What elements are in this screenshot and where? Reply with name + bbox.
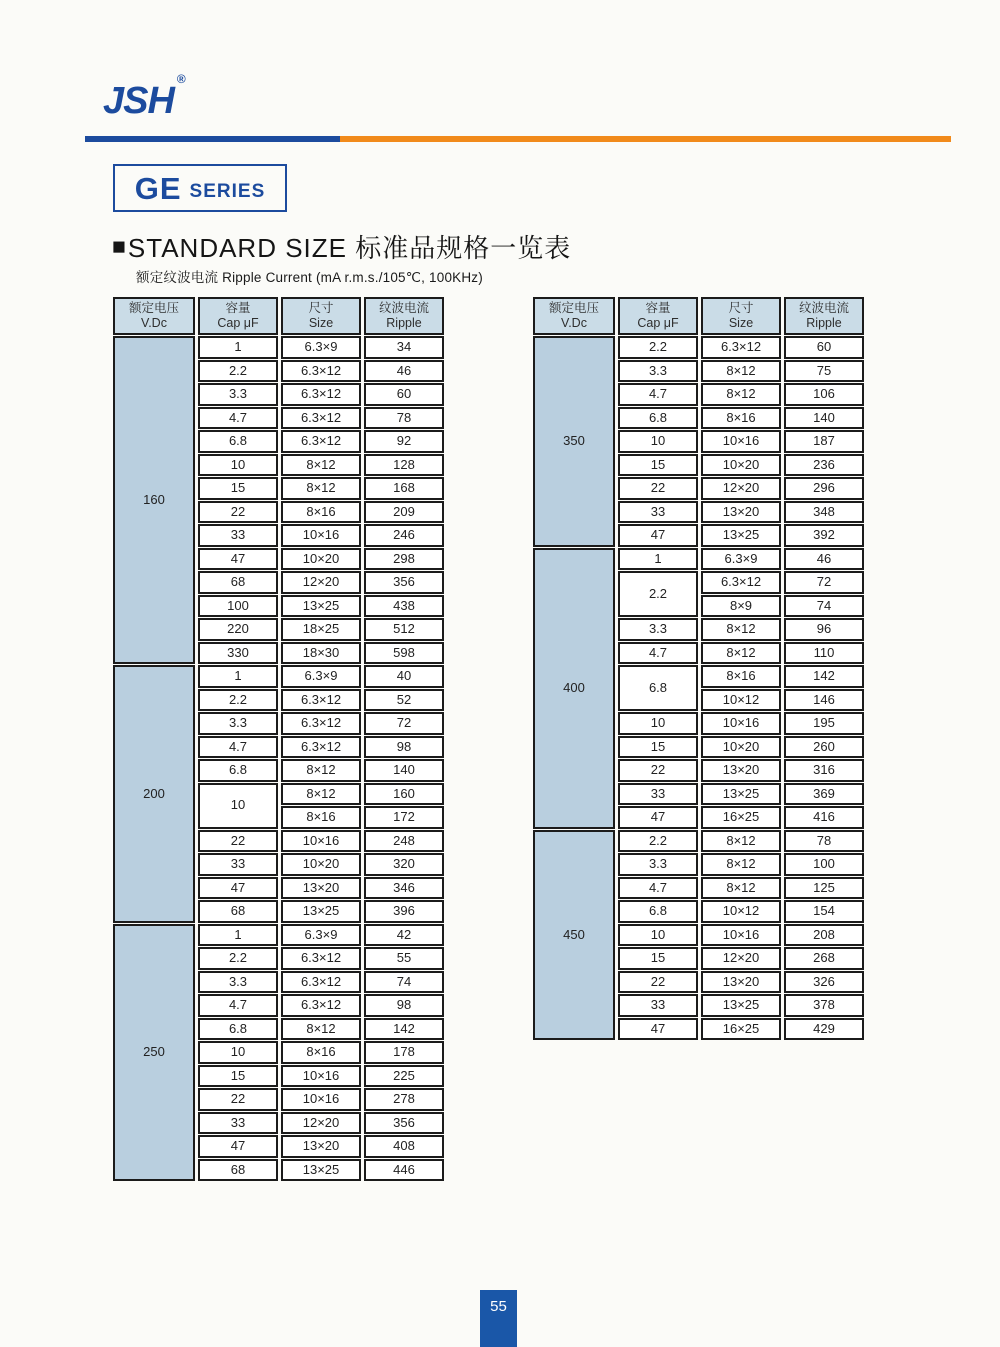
- section-title: [112, 228, 571, 265]
- ripple-cell: 106: [784, 383, 864, 406]
- size-cell: 10×20: [701, 454, 781, 477]
- size-cell: 12×20: [701, 947, 781, 970]
- voltage-cell: 450: [533, 830, 615, 1041]
- ripple-cell: 72: [364, 712, 444, 735]
- ripple-cell: 172: [364, 806, 444, 829]
- ripple-cell: 369: [784, 783, 864, 806]
- table-row: [113, 336, 444, 359]
- cap-cell: 6.8: [198, 1018, 278, 1041]
- size-cell: 18×25: [281, 618, 361, 641]
- size-cell: 8×12: [701, 853, 781, 876]
- col-header-size: 尺寸 Size: [701, 297, 781, 335]
- cap-cell: 3.3: [198, 383, 278, 406]
- ripple-cell: 160: [364, 783, 444, 806]
- registered-mark-icon: ®: [176, 72, 186, 87]
- size-cell: 12×20: [701, 477, 781, 500]
- brand-logo-text: JSH: [103, 80, 174, 122]
- cap-cell: 2.2: [198, 360, 278, 383]
- cap-cell: 3.3: [618, 360, 698, 383]
- size-cell: 6.3×12: [701, 571, 781, 594]
- ripple-cell: 46: [364, 360, 444, 383]
- section-title-text: STANDARD SIZE 标准品规格一览表: [127, 233, 572, 263]
- cap-cell: 10: [198, 454, 278, 477]
- ripple-cell: 52: [364, 689, 444, 712]
- ripple-cell: 154: [784, 900, 864, 923]
- cap-cell: 47: [198, 877, 278, 900]
- ripple-cell: 248: [364, 830, 444, 853]
- ripple-cell: 346: [364, 877, 444, 900]
- cap-cell: 22: [198, 1088, 278, 1111]
- cap-cell: 3.3: [198, 712, 278, 735]
- brand-logo: [103, 72, 186, 123]
- cap-cell: 10: [618, 924, 698, 947]
- cap-cell: 1: [618, 548, 698, 571]
- size-cell: 10×16: [701, 924, 781, 947]
- ripple-cell: 142: [364, 1018, 444, 1041]
- size-cell: 8×12: [701, 618, 781, 641]
- ripple-cell: 140: [364, 759, 444, 782]
- ripple-cell: 356: [364, 1112, 444, 1135]
- ripple-cell: 142: [784, 665, 864, 688]
- ripple-cell: 298: [364, 548, 444, 571]
- ripple-cell: 42: [364, 924, 444, 947]
- ripple-cell: 356: [364, 571, 444, 594]
- cap-cell: 4.7: [198, 407, 278, 430]
- size-cell: 10×20: [701, 736, 781, 759]
- size-cell: 8×12: [281, 477, 361, 500]
- size-cell: 10×16: [281, 1088, 361, 1111]
- cap-cell: 47: [618, 524, 698, 547]
- size-cell: 6.3×12: [281, 360, 361, 383]
- cap-cell: 47: [198, 1135, 278, 1158]
- cap-cell: 68: [198, 900, 278, 923]
- cap-cell: 6.8: [618, 665, 698, 711]
- cap-cell: 68: [198, 571, 278, 594]
- ripple-cell: 278: [364, 1088, 444, 1111]
- cap-cell: 33: [618, 501, 698, 524]
- ripple-cell: 74: [364, 971, 444, 994]
- size-cell: 8×12: [701, 383, 781, 406]
- ripple-cell: 348: [784, 501, 864, 524]
- series-box: [113, 164, 287, 212]
- ripple-cell: 326: [784, 971, 864, 994]
- size-cell: 8×12: [281, 783, 361, 806]
- size-cell: 16×25: [701, 1018, 781, 1041]
- ripple-cell: 78: [364, 407, 444, 430]
- size-cell: 8×12: [281, 759, 361, 782]
- cap-cell: 33: [198, 853, 278, 876]
- ripple-cell: 55: [364, 947, 444, 970]
- size-cell: 6.3×12: [281, 383, 361, 406]
- size-cell: 8×12: [701, 642, 781, 665]
- size-cell: 6.3×12: [281, 947, 361, 970]
- ripple-cell: 178: [364, 1041, 444, 1064]
- ripple-cell: 98: [364, 736, 444, 759]
- size-cell: 13×20: [281, 877, 361, 900]
- size-cell: 13×25: [281, 1159, 361, 1182]
- size-cell: 10×12: [701, 900, 781, 923]
- cap-cell: 4.7: [198, 994, 278, 1017]
- cap-cell: 15: [618, 454, 698, 477]
- size-cell: 13×25: [701, 783, 781, 806]
- ripple-cell: 96: [784, 618, 864, 641]
- cap-cell: 2.2: [198, 689, 278, 712]
- ripple-cell: 316: [784, 759, 864, 782]
- ripple-cell: 416: [784, 806, 864, 829]
- ripple-cell: 209: [364, 501, 444, 524]
- cap-cell: 1: [198, 924, 278, 947]
- size-cell: 10×16: [701, 430, 781, 453]
- cap-cell: 15: [618, 736, 698, 759]
- table-row: [533, 548, 864, 571]
- size-cell: 13×20: [281, 1135, 361, 1158]
- voltage-cell: 200: [113, 665, 195, 923]
- size-cell: 8×9: [701, 595, 781, 618]
- cap-cell: 33: [198, 1112, 278, 1135]
- ripple-cell: 72: [784, 571, 864, 594]
- size-cell: 6.3×12: [281, 689, 361, 712]
- cap-cell: 220: [198, 618, 278, 641]
- ripple-cell: 225: [364, 1065, 444, 1088]
- cap-cell: 22: [618, 477, 698, 500]
- ripple-cell: 140: [784, 407, 864, 430]
- page-number-box: [480, 1290, 517, 1347]
- size-cell: 13×25: [701, 994, 781, 1017]
- col-header-size: 尺寸 Size: [281, 297, 361, 335]
- header-rule: [85, 136, 951, 142]
- ripple-cell: 408: [364, 1135, 444, 1158]
- cap-cell: 1: [198, 336, 278, 359]
- size-cell: 10×16: [281, 524, 361, 547]
- col-header-cap: 容量 Cap μF: [618, 297, 698, 335]
- size-cell: 8×12: [701, 360, 781, 383]
- ripple-cell: 208: [784, 924, 864, 947]
- table-row: [113, 924, 444, 947]
- col-header-voltage: 额定电压 V.Dc: [533, 297, 615, 335]
- ripple-cell: 168: [364, 477, 444, 500]
- cap-cell: 22: [618, 759, 698, 782]
- ripple-cell: 378: [784, 994, 864, 1017]
- ripple-cell: 392: [784, 524, 864, 547]
- cap-cell: 15: [618, 947, 698, 970]
- size-cell: 18×30: [281, 642, 361, 665]
- size-cell: 10×20: [281, 853, 361, 876]
- col-header-ripple: 纹波电流 Ripple: [364, 297, 444, 335]
- size-cell: 8×16: [281, 1041, 361, 1064]
- ripple-cell: 260: [784, 736, 864, 759]
- size-cell: 8×12: [281, 454, 361, 477]
- size-cell: 16×25: [701, 806, 781, 829]
- table-row: [113, 665, 444, 688]
- ripple-cell: 60: [364, 383, 444, 406]
- ripple-cell: 34: [364, 336, 444, 359]
- size-cell: 6.3×9: [281, 665, 361, 688]
- ripple-cell: 195: [784, 712, 864, 735]
- size-cell: 10×20: [281, 548, 361, 571]
- cap-cell: 4.7: [618, 642, 698, 665]
- cap-cell: 15: [198, 477, 278, 500]
- series-name: GE: [134, 170, 182, 206]
- cap-cell: 3.3: [198, 971, 278, 994]
- ripple-cell: 146: [784, 689, 864, 712]
- size-cell: 6.3×12: [281, 407, 361, 430]
- table-row: [533, 830, 864, 853]
- spec-table-right: [530, 296, 867, 1041]
- page-number: 55: [490, 1298, 507, 1315]
- ripple-cell: 128: [364, 454, 444, 477]
- ripple-cell: 78: [784, 830, 864, 853]
- cap-cell: 3.3: [618, 853, 698, 876]
- col-header-cap: 容量 Cap μF: [198, 297, 278, 335]
- cap-cell: 2.2: [618, 571, 698, 617]
- size-cell: 6.3×12: [281, 712, 361, 735]
- size-cell: 8×16: [701, 665, 781, 688]
- voltage-cell: 400: [533, 548, 615, 829]
- ripple-cell: 40: [364, 665, 444, 688]
- size-cell: 8×16: [281, 501, 361, 524]
- cap-cell: 6.8: [198, 430, 278, 453]
- header-row: [533, 297, 864, 335]
- series-label: SERIES: [189, 181, 266, 202]
- col-header-ripple: 纹波电流 Ripple: [784, 297, 864, 335]
- size-cell: 13×25: [281, 595, 361, 618]
- size-cell: 6.3×12: [701, 336, 781, 359]
- size-cell: 8×12: [281, 1018, 361, 1041]
- size-cell: 8×12: [701, 830, 781, 853]
- ripple-cell: 110: [784, 642, 864, 665]
- size-cell: 12×20: [281, 1112, 361, 1135]
- cap-cell: 47: [198, 548, 278, 571]
- cap-cell: 4.7: [618, 383, 698, 406]
- size-cell: 13×20: [701, 971, 781, 994]
- title-bullet-icon: ■: [112, 233, 127, 259]
- ripple-cell: 320: [364, 853, 444, 876]
- cap-cell: 10: [618, 430, 698, 453]
- cap-cell: 33: [198, 524, 278, 547]
- cap-cell: 3.3: [618, 618, 698, 641]
- ripple-cell: 438: [364, 595, 444, 618]
- size-cell: 6.3×12: [281, 994, 361, 1017]
- size-cell: 12×20: [281, 571, 361, 594]
- col-header-voltage: 额定电压 V.Dc: [113, 297, 195, 335]
- cap-cell: 2.2: [618, 830, 698, 853]
- header-rule-orange-segment: [340, 136, 951, 142]
- size-cell: 6.3×9: [281, 924, 361, 947]
- cap-cell: 2.2: [618, 336, 698, 359]
- cap-cell: 100: [198, 595, 278, 618]
- cap-cell: 10: [618, 712, 698, 735]
- ripple-cell: 429: [784, 1018, 864, 1041]
- cap-cell: 6.8: [198, 759, 278, 782]
- cap-cell: 4.7: [618, 877, 698, 900]
- cap-cell: 15: [198, 1065, 278, 1088]
- ripple-cell: 92: [364, 430, 444, 453]
- size-cell: 10×16: [701, 712, 781, 735]
- ripple-cell: 598: [364, 642, 444, 665]
- size-cell: 13×25: [701, 524, 781, 547]
- size-cell: 10×12: [701, 689, 781, 712]
- size-cell: 6.3×12: [281, 430, 361, 453]
- cap-cell: 6.8: [618, 900, 698, 923]
- ripple-cell: 98: [364, 994, 444, 1017]
- cap-cell: 4.7: [198, 736, 278, 759]
- ripple-current-note: 额定纹波电流 Ripple Current (mA r.m.s./105℃, 100KHz): [136, 270, 483, 285]
- cap-cell: 1: [198, 665, 278, 688]
- cap-cell: 2.2: [198, 947, 278, 970]
- cap-cell: 22: [618, 971, 698, 994]
- ripple-cell: 446: [364, 1159, 444, 1182]
- ripple-cell: 125: [784, 877, 864, 900]
- cap-cell: 33: [618, 994, 698, 1017]
- ripple-cell: 74: [784, 595, 864, 618]
- ripple-cell: 296: [784, 477, 864, 500]
- cap-cell: 330: [198, 642, 278, 665]
- ripple-cell: 246: [364, 524, 444, 547]
- cap-cell: 33: [618, 783, 698, 806]
- cap-cell: 10: [198, 783, 278, 829]
- size-cell: 6.3×9: [701, 548, 781, 571]
- spec-table-left: [110, 296, 447, 1182]
- size-cell: 8×16: [701, 407, 781, 430]
- ripple-cell: 75: [784, 360, 864, 383]
- ripple-cell: 46: [784, 548, 864, 571]
- voltage-cell: 250: [113, 924, 195, 1182]
- size-cell: 6.3×9: [281, 336, 361, 359]
- size-cell: 8×12: [701, 877, 781, 900]
- header-row: [113, 297, 444, 335]
- size-cell: 13×25: [281, 900, 361, 923]
- voltage-cell: 160: [113, 336, 195, 664]
- size-cell: 10×16: [281, 830, 361, 853]
- cap-cell: 22: [198, 501, 278, 524]
- header-rule-blue-segment: [85, 136, 340, 142]
- size-cell: 6.3×12: [281, 736, 361, 759]
- cap-cell: 68: [198, 1159, 278, 1182]
- cap-cell: 6.8: [618, 407, 698, 430]
- ripple-cell: 236: [784, 454, 864, 477]
- size-cell: 13×20: [701, 501, 781, 524]
- ripple-cell: 60: [784, 336, 864, 359]
- ripple-cell: 100: [784, 853, 864, 876]
- table-row: [533, 336, 864, 359]
- size-cell: 10×16: [281, 1065, 361, 1088]
- cap-cell: 47: [618, 806, 698, 829]
- size-cell: 8×16: [281, 806, 361, 829]
- ripple-cell: 187: [784, 430, 864, 453]
- ripple-cell: 396: [364, 900, 444, 923]
- cap-cell: 22: [198, 830, 278, 853]
- cap-cell: 47: [618, 1018, 698, 1041]
- voltage-cell: 350: [533, 336, 615, 547]
- size-cell: 13×20: [701, 759, 781, 782]
- size-cell: 6.3×12: [281, 971, 361, 994]
- ripple-cell: 512: [364, 618, 444, 641]
- ripple-cell: 268: [784, 947, 864, 970]
- cap-cell: 10: [198, 1041, 278, 1064]
